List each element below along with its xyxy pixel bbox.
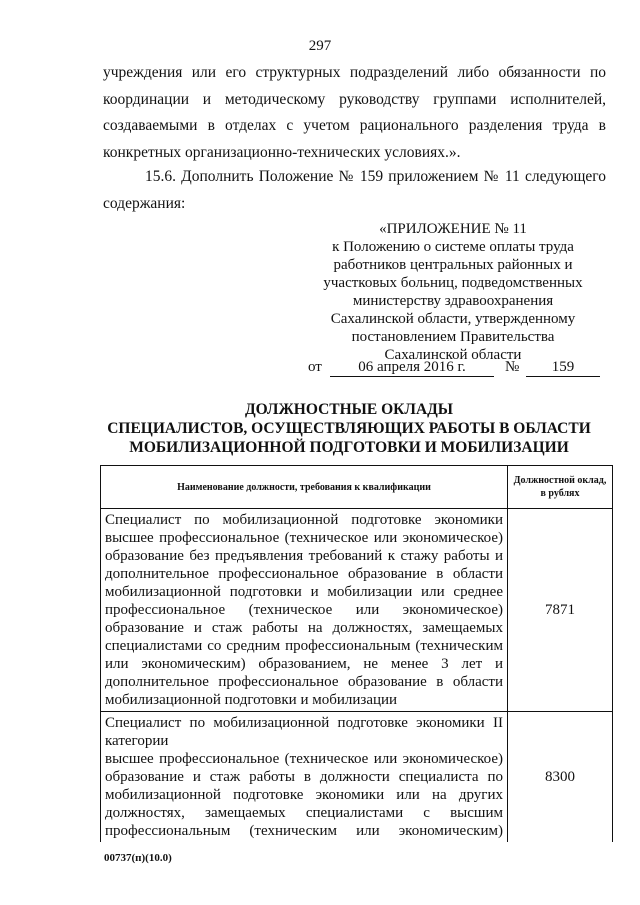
description-line: Специалист по мобилизационной подготовке экономики II	[105, 715, 503, 731]
appendix-line: министерству здравоохранения	[352, 293, 554, 309]
description-line: Специалист по мобилизационной подготовке экономики	[105, 512, 503, 528]
description-line: образование и стаж работы на должностях, замещаемых	[105, 620, 503, 636]
text-line: содержания:	[103, 194, 186, 212]
column-header-salary: Должностной оклад, в рублях	[508, 466, 613, 509]
salary-table	[100, 465, 613, 842]
description-line: дополнительное профессиональное образование в области	[105, 674, 503, 690]
position-description	[101, 712, 508, 843]
position-description	[101, 509, 508, 712]
table-row	[101, 509, 613, 712]
salary-value: 7871	[508, 509, 613, 712]
text-line: 15.6. Дополнить Положение № 159 приложением № 11 следующего	[145, 168, 606, 185]
text-line: создаваемыми в отделах с учетом рационального разделения труда в	[103, 117, 606, 134]
appendix-number: 159	[526, 359, 600, 377]
heading-line: МОБИЛИЗАЦИОННОЙ ПОДГОТОВКИ И МОБИЛИЗАЦИИ	[129, 439, 569, 456]
description-line: высшее профессиональное (техническое или экономическое)	[105, 751, 503, 767]
paragraph-amendment	[103, 164, 606, 217]
table-row	[101, 712, 613, 843]
description-line: специалистами со средним профессиональным (техническим	[105, 638, 503, 654]
appendix-line: постановлением Правительства	[351, 329, 555, 345]
column-header-position: Наименование должности, требования к квалификации	[101, 466, 508, 509]
number-label: №	[505, 359, 520, 375]
description-line: профессиональное (техническое или экономическое)	[105, 602, 503, 618]
description-line: мобилизационной подготовке экономики или на других	[105, 787, 503, 803]
text-line: конкретных организационно-технических условиях.».	[103, 143, 461, 161]
text-line: учреждения или его структурных подразделений либо обязанности по	[103, 64, 606, 81]
appendix-title: «ПРИЛОЖЕНИЕ № 11	[379, 221, 527, 237]
from-label: от	[308, 359, 322, 375]
page-number: 297	[308, 38, 332, 54]
text-line: координации и методическому руководству группами исполнителей,	[103, 90, 606, 108]
appendix-line: участковых больниц, подведомственных	[323, 275, 583, 291]
description-line: высшее профессиональное (техническое или экономическое)	[105, 530, 503, 546]
description-line: или экономическим) образованием, не менее 3 лет и	[105, 656, 503, 672]
salary-value: 8300	[508, 712, 613, 843]
description-line: образование и стаж работы в должности специалиста по	[105, 769, 503, 785]
table-header-row	[101, 466, 613, 509]
description-line: дополнительное профессиональное образование в области	[105, 566, 503, 582]
heading-line: СПЕЦИАЛИСТОВ, ОСУЩЕСТВЛЯЮЩИХ РАБОТЫ В ОБЛАСТИ	[107, 420, 591, 437]
description-line: профессиональным (техническим или экономическим)	[105, 823, 503, 839]
section-heading	[90, 400, 608, 457]
paragraph-continuation	[103, 60, 606, 166]
description-line: категории	[105, 733, 169, 749]
appendix-block	[300, 220, 606, 364]
appendix-line: Сахалинской области, утвержденному	[330, 311, 576, 327]
appendix-line: к Положению о системе оплаты труда	[332, 239, 574, 255]
description-line: должностях, замещаемых специалистами с высшим	[105, 805, 503, 821]
description-line: образование без предъявления требований к стажу работы и	[105, 548, 503, 564]
footer-code: 00737(п)(10.0)	[104, 852, 172, 864]
appendix-line: работников центральных районных и	[333, 257, 573, 273]
appendix-line: Сахалинской области	[384, 347, 522, 363]
appendix-date: 06 апреля 2016 г.	[330, 359, 494, 377]
description-line: мобилизационной подготовки и мобилизации или среднее	[105, 584, 503, 600]
description-line: мобилизационной подготовки и мобилизации	[105, 692, 398, 708]
heading-line: ДОЛЖНОСТНЫЕ ОКЛАДЫ	[244, 401, 454, 418]
